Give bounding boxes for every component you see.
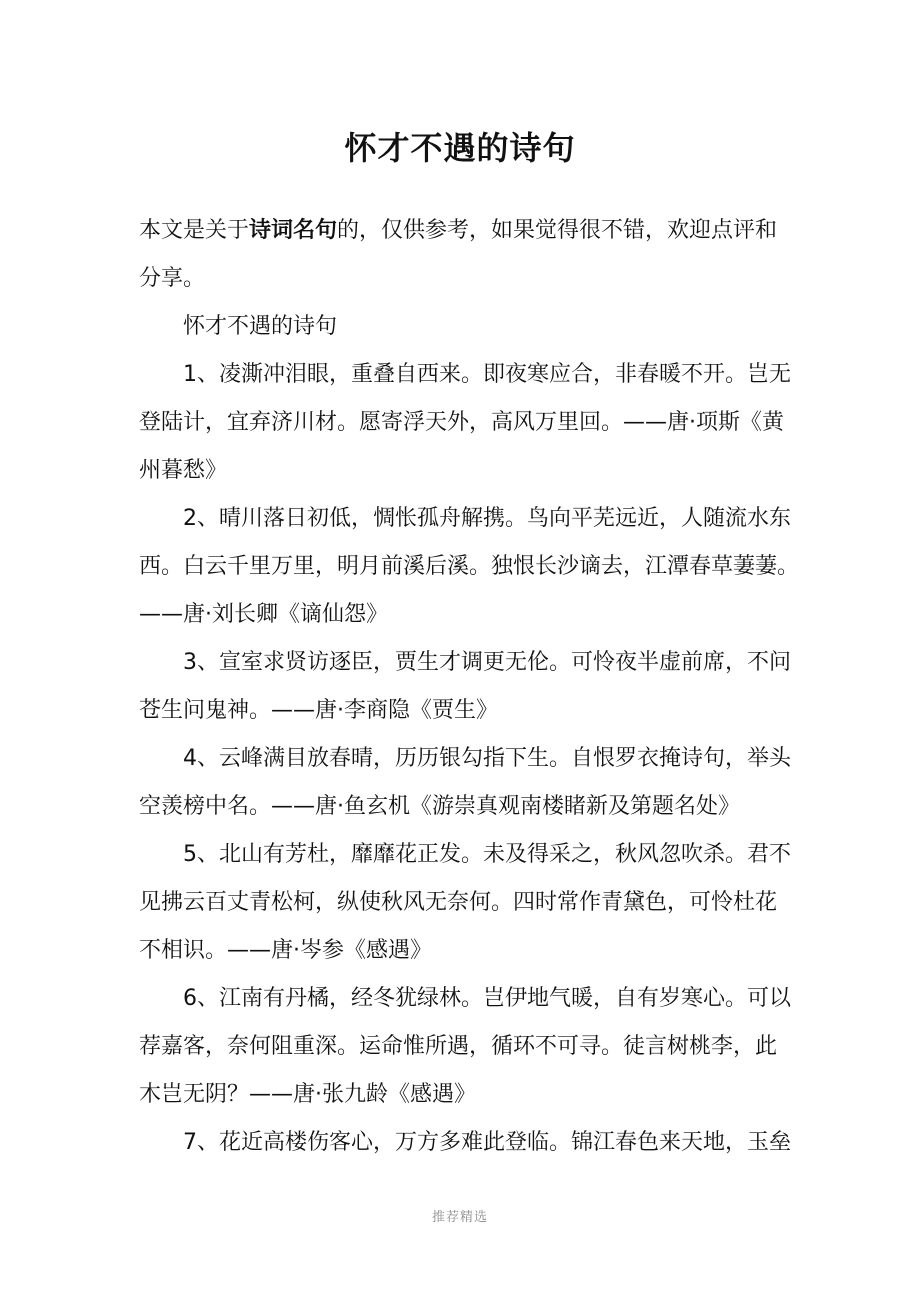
poem-4-line-1: 4、云峰满目放春晴，历历银勾指下生。自恨罗衣掩诗句，举头 bbox=[183, 746, 791, 771]
poem-6-line-3: 木岂无阴？——唐·张九龄《感遇》 bbox=[139, 1082, 476, 1107]
poem-6-line-2: 荐嘉客，奈何阻重深。运命惟所遇，循环不可寻。徒言树桃李，此 bbox=[139, 1034, 778, 1059]
page-title: 怀才不遇的诗句 bbox=[344, 129, 576, 167]
poem-6-line-1: 6、江南有丹橘，经冬犹绿林。岂伊地气暖，自有岁寒心。可以 bbox=[183, 986, 791, 1011]
intro-emphasis-link: 诗词名句 bbox=[249, 218, 338, 243]
poem-5-line-2: 见拂云百丈青松柯，纵使秋风无奈何。四时常作青黛色，可怜杜花 bbox=[139, 890, 778, 915]
poem-2-line-2: 西。白云千里万里，明月前溪后溪。独恨长沙谪去，江潭春草萋萋。 bbox=[139, 554, 800, 579]
poem-1-line-3: 州暮愁》 bbox=[139, 458, 228, 483]
poem-7-line-1: 7、花近高楼伤客心，万方多难此登临。锦江春色来天地，玉垒 bbox=[183, 1130, 791, 1155]
intro-prefix: 本文是关于 bbox=[139, 218, 250, 243]
intro-line-2: 分享。 bbox=[139, 266, 206, 291]
poem-1-line-2: 登陆计，宜弃济川材。愿寄浮天外，高风万里回。——唐·项斯《黄 bbox=[139, 410, 784, 435]
subheading: 怀才不遇的诗句 bbox=[183, 314, 338, 339]
poem-1-line-1: 1、凌澌冲泪眼，重叠自西来。即夜寒应合，非春暖不开。岂无 bbox=[183, 362, 791, 387]
page-footer: 推荐精选 bbox=[431, 1210, 488, 1225]
poem-5-line-1: 5、北山有芳杜，靡靡花正发。未及得采之，秋风忽吹杀。君不 bbox=[183, 842, 791, 867]
document-body bbox=[139, 207, 800, 1167]
poem-3-line-1: 3、宣室求贤访逐臣，贾生才调更无伦。可怜夜半虚前席，不问 bbox=[183, 650, 791, 675]
poem-4-line-2: 空羡榜中名。——唐·鱼玄机《游崇真观南楼睹新及第题名处》 bbox=[139, 794, 740, 819]
poem-2-line-1: 2、晴川落日初低，惆怅孤舟解携。鸟向平芜远近，人随流水东 bbox=[183, 506, 791, 531]
intro-suffix: 的，仅供参考，如果觉得很不错，欢迎点评和 bbox=[337, 218, 778, 243]
poem-3-line-2: 苍生问鬼神。——唐·李商隐《贾生》 bbox=[139, 698, 498, 723]
poem-5-line-3: 不相识。——唐·岑参《感遇》 bbox=[139, 938, 432, 963]
intro-line-1 bbox=[139, 207, 784, 255]
poem-2-line-3: ——唐·刘长卿《谪仙怨》 bbox=[139, 602, 388, 627]
